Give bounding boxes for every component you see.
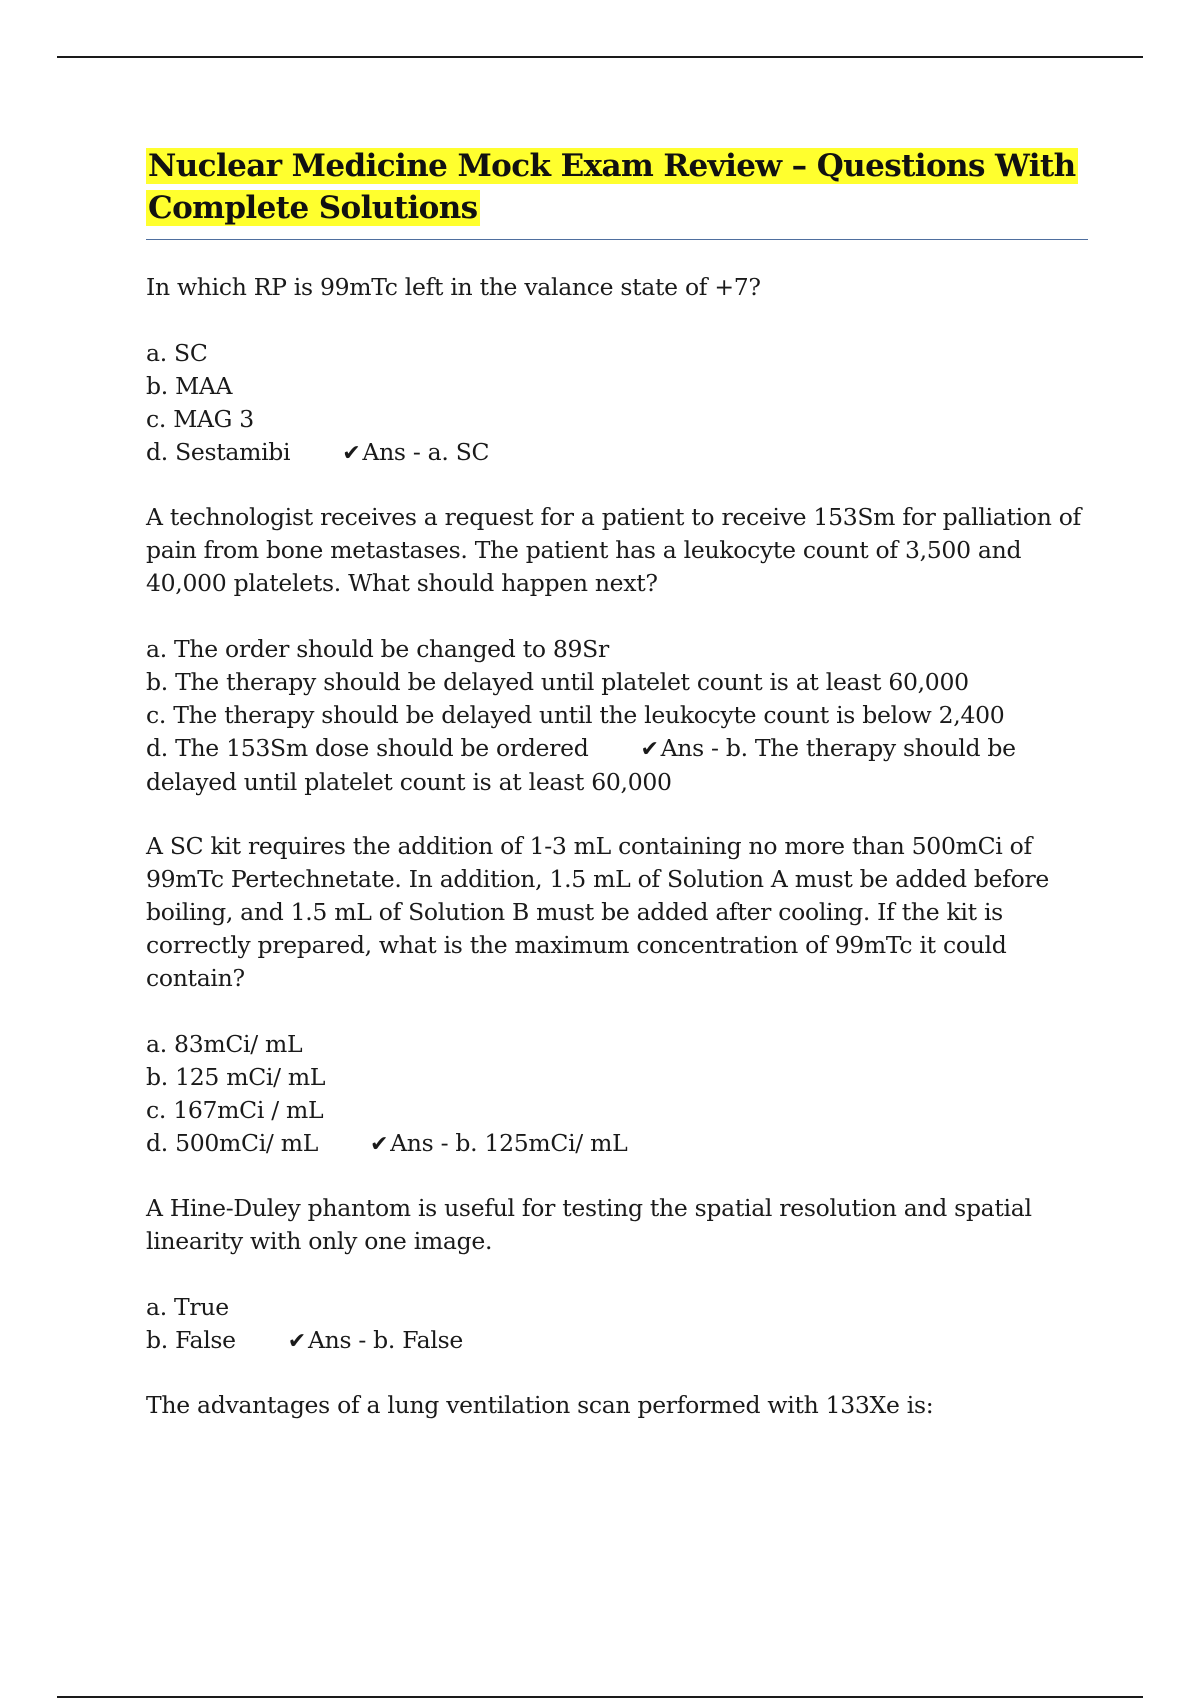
option-d-with-answer: [146, 732, 1088, 799]
title-highlight: Nuclear Medicine Mock Exam Review – Questions With Complete Solutions: [148, 148, 1076, 226]
option-c: c. MAG 3: [146, 405, 254, 433]
page-bottom-rule: [57, 1696, 1143, 1698]
question-text: In which RP is 99mTc left in the valance state of +7?: [146, 273, 761, 301]
answer-key: [370, 1129, 627, 1157]
question-5: [146, 1389, 1088, 1422]
document-body: [146, 145, 1088, 1455]
answer-key: [288, 1326, 463, 1354]
answer-text: Ans - b. False: [307, 1326, 463, 1354]
option-c: c. The therapy should be delayed until the leukocyte count is below 2,400: [146, 701, 1005, 729]
option-d: d. The 153Sm dose should be ordered: [146, 734, 589, 762]
question-1: [146, 271, 1088, 470]
answer-text: Ans - b. 125mCi/ mL: [390, 1129, 628, 1157]
option-d: d. Sestamibi: [146, 438, 291, 466]
option-b-with-answer: [146, 1324, 1088, 1358]
option-a: a. The order should be changed to 89Sr: [146, 635, 609, 663]
document-title: [146, 145, 1088, 229]
option-a: a. 83mCi/ mL: [146, 1030, 303, 1058]
answer-key: [342, 438, 489, 466]
option-d-with-answer: [146, 1127, 1088, 1161]
option-a: a. SC: [146, 339, 208, 367]
option-b: b. MAA: [146, 372, 233, 400]
option-d: d. 500mCi/ mL: [146, 1129, 318, 1157]
answer-options: [146, 1028, 1088, 1161]
answer-options: [146, 1291, 1088, 1358]
question-text: A Hine-Duley phantom is useful for testing the spatial resolution and spatial linearity with only one image.: [146, 1194, 1032, 1255]
option-c: c. 167mCi / mL: [146, 1096, 324, 1124]
title-underline: [146, 239, 1088, 240]
question-2: [146, 501, 1088, 799]
answer-options: [146, 337, 1088, 470]
checkmark-icon: ✔: [342, 441, 361, 466]
option-b: b. False: [146, 1326, 236, 1354]
checkmark-icon: ✔: [287, 1329, 306, 1354]
question-4: [146, 1192, 1088, 1358]
checkmark-icon: ✔: [640, 737, 659, 762]
question-text: A technologist receives a request for a patient to receive 153Sm for palliation of pain from bone metastases. The patient has a leukocyte count of 3,500 and 40,000 platelets. What should happen next?: [146, 503, 1081, 597]
page-top-rule: [57, 56, 1143, 58]
question-text: The advantages of a lung ventilation scan performed with 133Xe is:: [146, 1391, 934, 1419]
answer-text: Ans - a. SC: [362, 438, 490, 466]
answer-options: [146, 633, 1088, 799]
option-b: b. The therapy should be delayed until platelet count is at least 60,000: [146, 668, 969, 696]
question-text: A SC kit requires the addition of 1-3 mL containing no more than 500mCi of 99mTc Pertechnetate. In addition, 1.5 mL of Solution A must be added before boiling, and 1.5 mL of Solution B must be added after cooling. If the kit is correctly prepared, what is the maximum concentration of 99mTc it could contain?: [146, 832, 1050, 992]
checkmark-icon: ✔: [370, 1132, 389, 1157]
option-b: b. 125 mCi/ mL: [146, 1063, 326, 1091]
option-a: a. True: [146, 1293, 229, 1321]
answer-text: Ans - b. The therapy should be delayed until platelet count is at least 60,000: [146, 734, 1016, 796]
option-d-with-answer: [146, 436, 1088, 470]
question-3: [146, 830, 1088, 1161]
